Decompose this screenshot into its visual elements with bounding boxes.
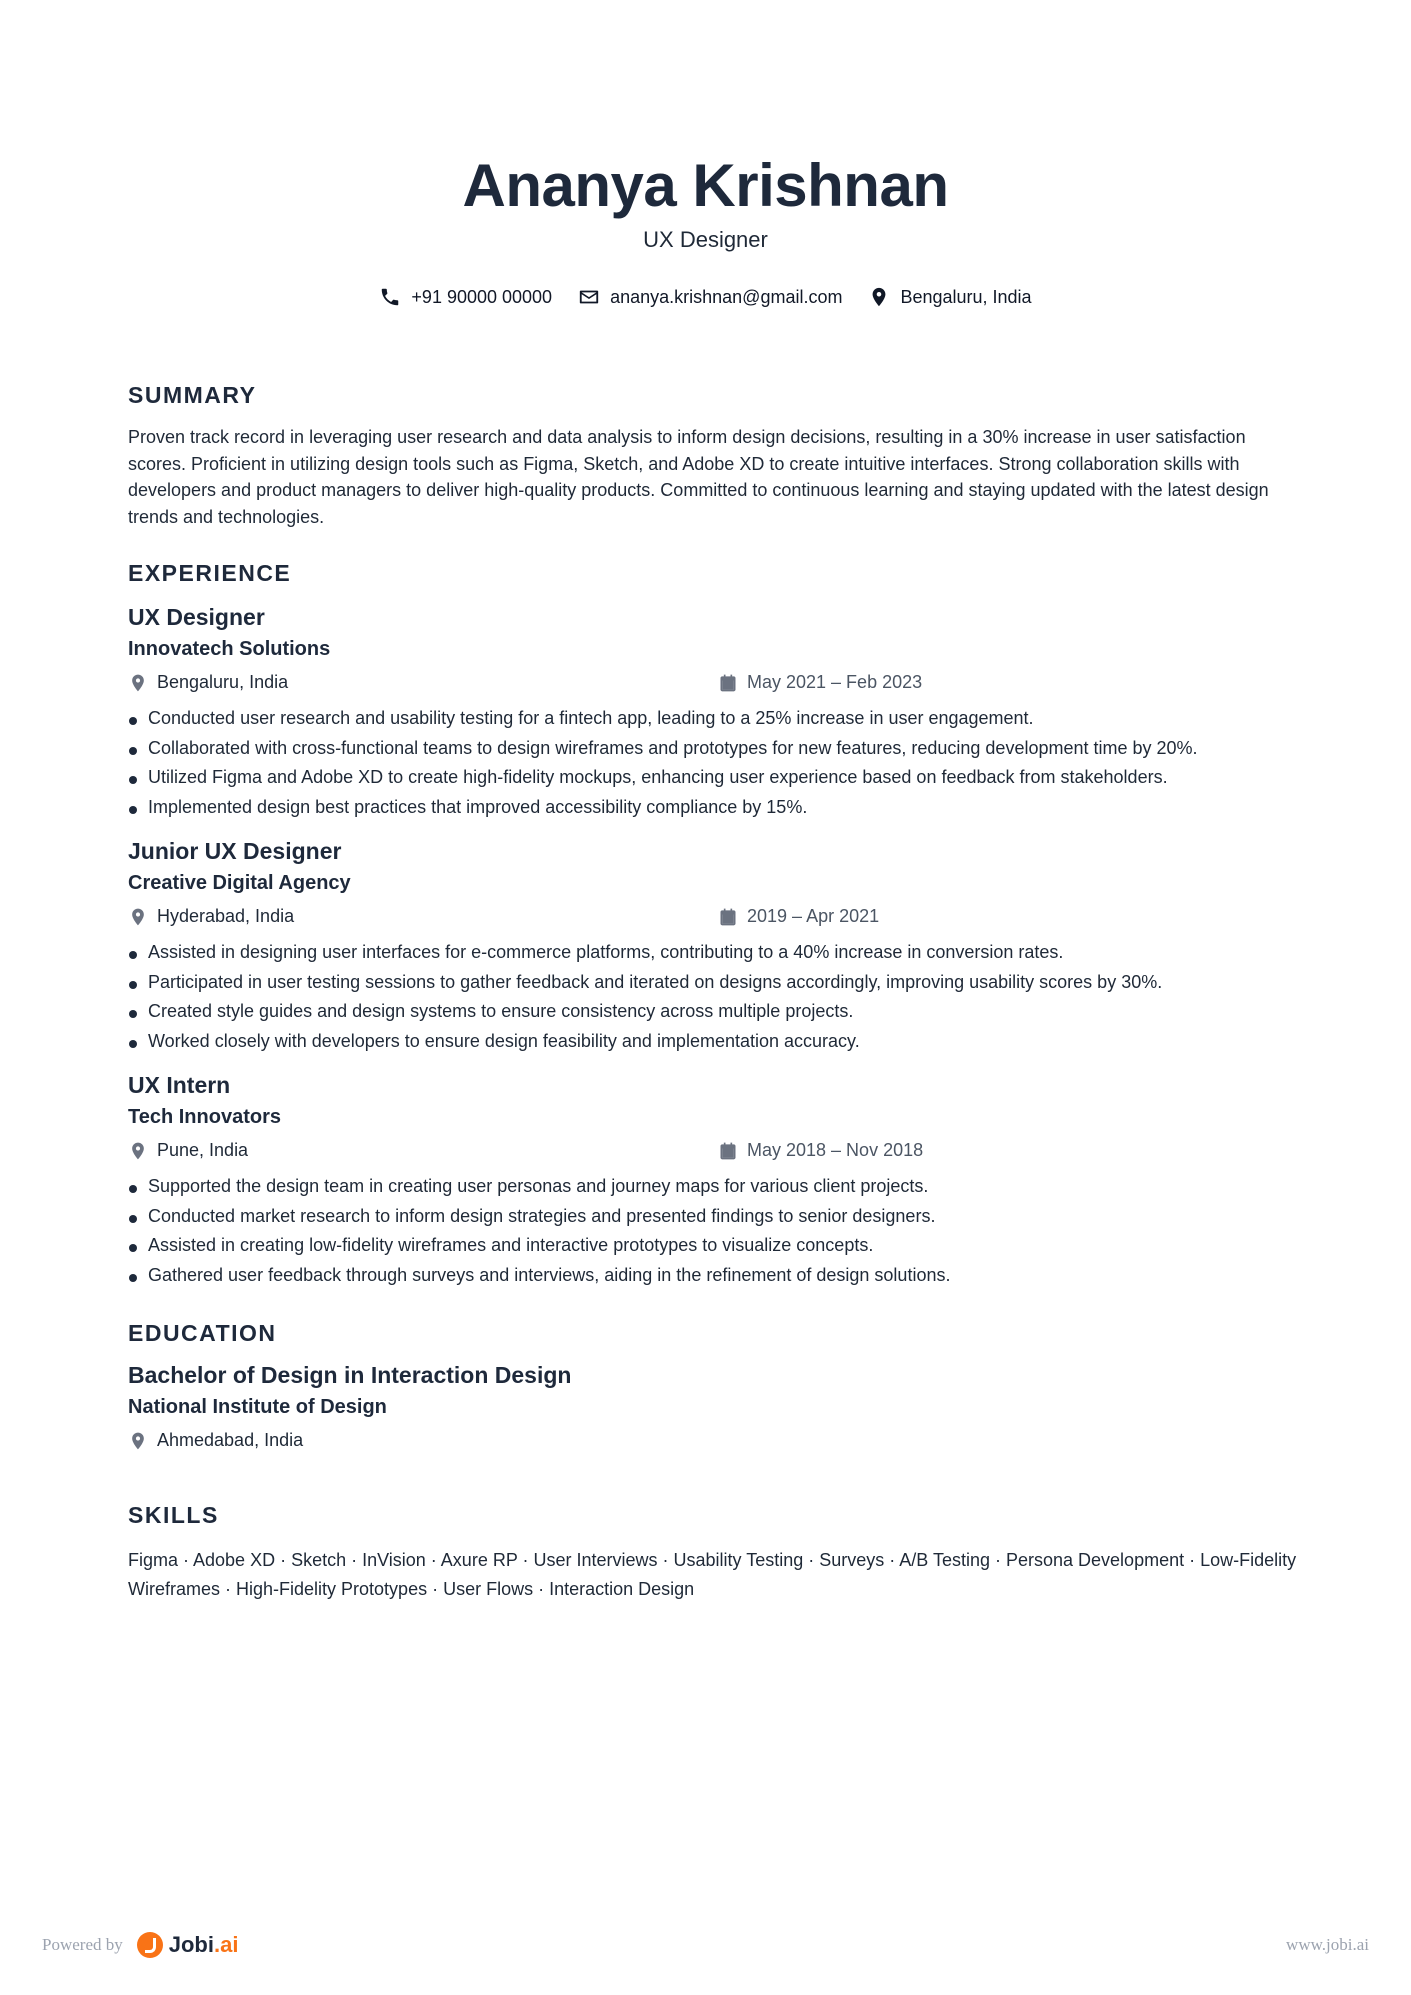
contact-bar xyxy=(0,286,1411,308)
location-text: Bengaluru, India xyxy=(900,286,1032,307)
bullet-item: Gathered user feedback through surveys and interviews, aiding in the refinement of design solutions. xyxy=(128,1261,1298,1291)
resume-header xyxy=(0,150,1411,254)
map-pin-icon xyxy=(128,1141,148,1161)
phone-text: +91 90000 00000 xyxy=(411,286,553,307)
skills-text: Figma · Adobe XD · Sketch · InVision · Axure RP · User Interviews · Usability Testing · Surveys · A/B Testing · Persona Development · Low-Fidelity Wireframes · High-Fidelity Prototypes · User Flows · Interaction Design xyxy=(128,1550,1297,1599)
resume-content xyxy=(128,380,1298,1603)
job-location xyxy=(128,1140,248,1161)
contact-email xyxy=(578,286,842,308)
job-location-text: Pune, India xyxy=(157,1140,249,1160)
summary-heading: SUMMARY xyxy=(128,382,257,408)
company-name: Innovatech Solutions xyxy=(128,638,331,660)
bullet-item: Created style guides and design systems to ensure consistency across multiple projects. xyxy=(128,997,1298,1027)
bullet-item: Collaborated with cross-functional teams to design wireframes and prototypes for new features, reducing development time by 20%. xyxy=(128,734,1298,764)
bullet-item: Worked closely with developers to ensure design feasibility and implementation accuracy. xyxy=(128,1027,1298,1057)
job-title: UX Designer xyxy=(128,604,265,630)
education-meta xyxy=(128,1430,1298,1458)
map-pin-icon xyxy=(128,907,148,927)
calendar-icon xyxy=(718,1141,738,1161)
company-name: Tech Innovators xyxy=(128,1106,281,1128)
degree-title: Bachelor of Design in Interaction Design xyxy=(128,1362,572,1388)
job-title: Junior UX Designer xyxy=(128,838,342,864)
envelope-icon xyxy=(578,286,600,308)
bullet-item: Supported the design team in creating user personas and journey maps for various client projects. xyxy=(128,1172,1298,1202)
calendar-icon xyxy=(718,907,738,927)
job-bullets xyxy=(128,938,1298,1056)
job-dates-text: May 2021 – Feb 2023 xyxy=(747,672,923,692)
bullet-item: Conducted user research and usability testing for a fintech app, leading to a 25% increase in user engagement. xyxy=(128,704,1298,734)
bullet-item: Utilized Figma and Adobe XD to create high-fidelity mockups, enhancing user experience based on feedback from stakeholders. xyxy=(128,763,1298,793)
brand-logo[interactable] xyxy=(137,1932,239,1958)
job-meta xyxy=(128,672,1298,700)
bullet-item: Conducted market research to inform design strategies and presented findings to senior designers. xyxy=(128,1202,1298,1232)
job-bullets xyxy=(128,1172,1298,1290)
company-name: Creative Digital Agency xyxy=(128,872,351,894)
email-text[interactable]: ananya.krishnan@gmail.com xyxy=(610,286,843,307)
summary-text: Proven track record in leveraging user research and data analysis to inform design decisions, resulting in a 30% increase in user satisfaction scores. Proficient in utilizing design tools such as Figma, Sketch, and Adobe XD to create intuitive interfaces. Strong collaboration skills with developers and product managers to deliver high-quality products. Committed to continuous learning and staying updated with the latest design trends and technologies. xyxy=(128,427,1269,527)
education-heading: EDUCATION xyxy=(128,1320,277,1346)
experience-entry xyxy=(128,602,1298,822)
job-dates xyxy=(718,672,922,693)
phone-icon xyxy=(379,286,401,308)
education-section xyxy=(128,1318,1298,1458)
job-dates xyxy=(718,906,879,927)
candidate-name: Ananya Krishnan xyxy=(462,152,949,219)
school-location-text: Ahmedabad, India xyxy=(157,1430,304,1450)
job-title: UX Intern xyxy=(128,1072,231,1098)
skills-heading: SKILLS xyxy=(128,1502,219,1528)
job-dates-text: 2019 – Apr 2021 xyxy=(747,906,880,926)
school-name: National Institute of Design xyxy=(128,1396,387,1418)
map-pin-icon xyxy=(128,673,148,693)
map-pin-icon xyxy=(868,286,890,308)
bullet-item: Implemented design best practices that improved accessibility compliance by 15%. xyxy=(128,793,1298,823)
experience-heading: EXPERIENCE xyxy=(128,560,292,586)
experience-entry xyxy=(128,836,1298,1056)
map-pin-icon xyxy=(128,1431,148,1451)
footer-website[interactable]: www.jobi.ai xyxy=(1286,1935,1369,1954)
job-dates xyxy=(718,1140,923,1161)
school-location xyxy=(128,1430,303,1451)
job-location xyxy=(128,672,288,693)
brand-accent: .ai xyxy=(213,1932,239,1957)
job-meta xyxy=(128,906,1298,934)
bullet-item: Assisted in designing user interfaces for e-commerce platforms, contributing to a 40% increase in conversion rates. xyxy=(128,938,1298,968)
job-location-text: Bengaluru, India xyxy=(157,672,289,692)
job-location xyxy=(128,906,294,927)
calendar-icon xyxy=(718,673,738,693)
powered-by-label: Powered by xyxy=(42,1935,123,1954)
job-meta xyxy=(128,1140,1298,1168)
contact-phone xyxy=(379,286,552,308)
footer-powered-by xyxy=(42,1932,238,1958)
brand-name: Jobi xyxy=(168,1932,214,1957)
skills-section xyxy=(128,1500,1298,1603)
summary-section xyxy=(128,380,1298,530)
candidate-role: UX Designer xyxy=(643,227,768,252)
bullet-item: Assisted in creating low-fidelity wireframes and interactive prototypes to visualize concepts. xyxy=(128,1231,1298,1261)
jobi-logo-icon xyxy=(137,1932,163,1958)
bullet-item: Participated in user testing sessions to gather feedback and iterated on designs accordingly, improving usability scores by 30%. xyxy=(128,968,1298,998)
experience-entry xyxy=(128,1070,1298,1290)
contact-location xyxy=(868,286,1031,308)
job-location-text: Hyderabad, India xyxy=(157,906,295,926)
experience-section xyxy=(128,558,1298,1290)
job-bullets xyxy=(128,704,1298,822)
job-dates-text: May 2018 – Nov 2018 xyxy=(747,1140,924,1160)
